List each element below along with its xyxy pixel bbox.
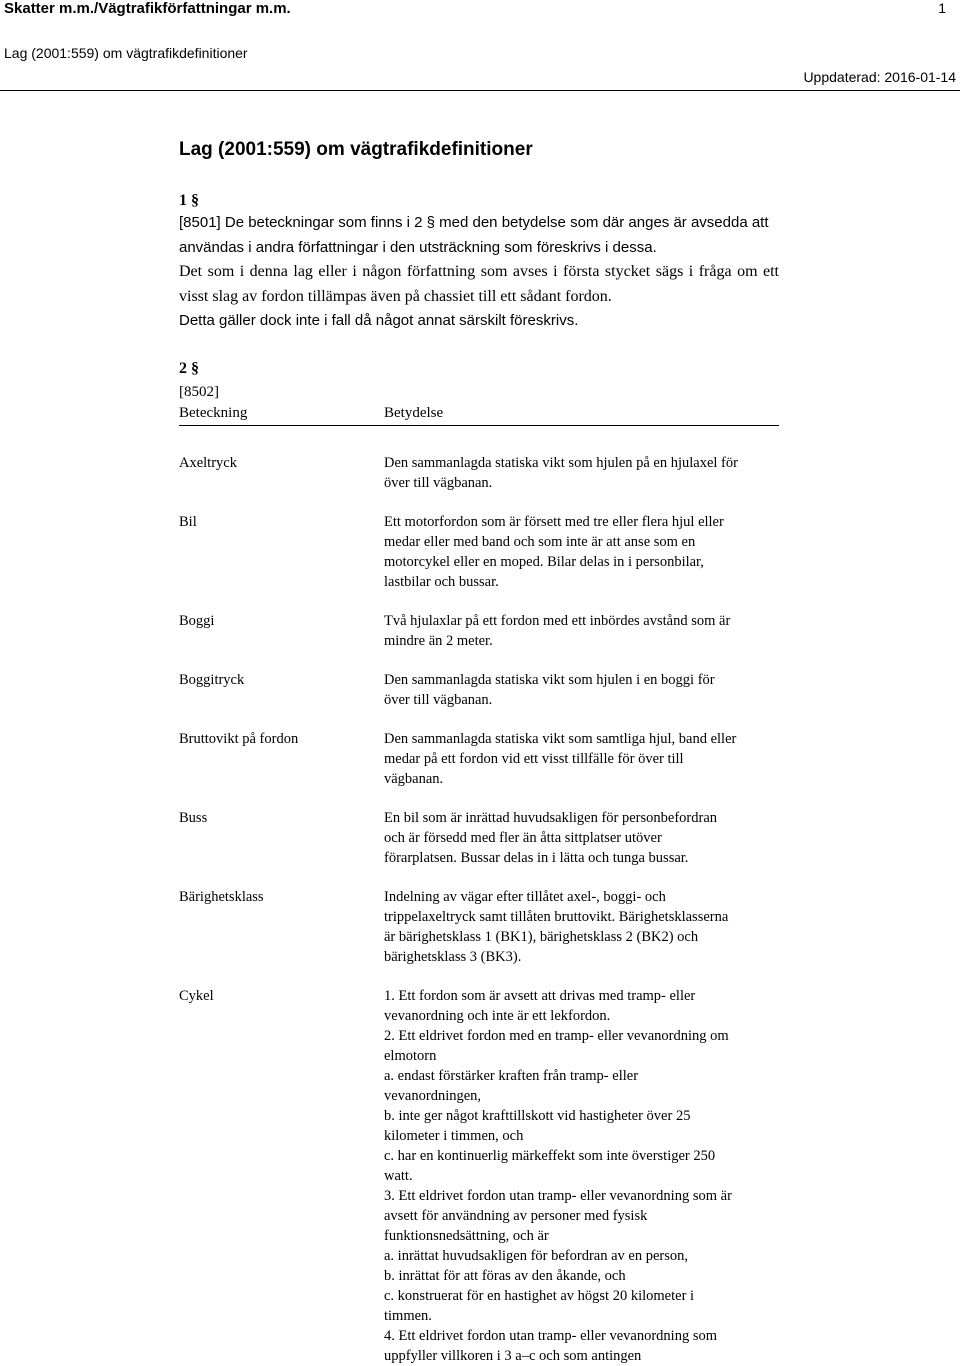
definition-line: a. inrättat huvudsakligen för befordran av en person,: [384, 1247, 688, 1264]
definition-meaning: [384, 729, 779, 789]
definitions-table: [179, 403, 779, 1366]
definition-line: vevanordning och inte är ett lekfordon.: [384, 1007, 611, 1024]
definitions-body: [179, 425, 779, 1366]
definition-line: förarplatsen. Bussar delas in i lätta och tunga bussar.: [384, 849, 689, 866]
definition-line: över till vägbanan.: [384, 691, 493, 708]
row-spacer: [179, 789, 779, 808]
table-row: [179, 611, 779, 651]
table-row: [179, 729, 779, 789]
definition-term: Bil: [179, 513, 197, 530]
row-spacer: [179, 425, 779, 453]
definition-term: Buss: [179, 809, 208, 826]
definition-line: c. har en kontinuerlig märkeffekt som inte överstiger 250: [384, 1147, 716, 1164]
definition-term: Bärighetsklass: [179, 888, 264, 905]
definition-term: Boggitryck: [179, 671, 245, 688]
row-spacer: [179, 592, 779, 611]
definition-meaning: [384, 887, 779, 967]
column-header-term: Beteckning: [179, 403, 384, 426]
section-2: [179, 359, 779, 1366]
table-row: [179, 986, 779, 1366]
table-row: [179, 887, 779, 967]
column-header-meaning: Betydelse: [384, 403, 779, 426]
row-spacer: [179, 868, 779, 887]
definition-line: En bil som är inrättad huvudsakligen för personbefordran: [384, 809, 718, 826]
section-1-paragraph-1: [8501] De beteckningar som finns i 2 § med den betydelse som där anges är avsedda att användas i andra författningar i den utsträckning som föreskrivs i dessa.: [179, 214, 769, 256]
section-1-heading: 1 §: [179, 192, 199, 209]
table-row: [179, 512, 779, 592]
definition-line: uppfyller villkoren i 3 a–c och som antingen: [384, 1347, 642, 1364]
row-spacer: [179, 651, 779, 670]
row-spacer: [179, 967, 779, 986]
definition-line: är bärighetsklass 1 (BK1), bärighetsklass 2 (BK2) och: [384, 928, 699, 945]
definition-meaning: [384, 611, 779, 651]
section-1: [179, 191, 779, 334]
definition-line: Ett motorfordon som är försett med tre eller flera hjul eller: [384, 513, 724, 530]
definition-meaning: [384, 986, 779, 1366]
section-2-reference: [8502]: [179, 383, 219, 400]
table-row: [179, 453, 779, 493]
definition-line: 2. Ett eldrivet fordon med en tramp- eller vevanordning om: [384, 1027, 729, 1044]
definition-meaning: [384, 808, 779, 868]
definition-line: motorcykel eller en moped. Bilar delas in i personbilar,: [384, 553, 704, 570]
definition-line: kilometer i timmen, och: [384, 1127, 524, 1144]
definition-line: vevanordningen,: [384, 1087, 482, 1104]
definition-line: timmen.: [384, 1307, 432, 1324]
section-2-heading: 2 §: [179, 359, 199, 377]
definition-line: medar på ett fordon vid ett visst tillfälle för över till: [384, 750, 684, 767]
definition-line: watt.: [384, 1167, 413, 1184]
definition-line: vägbanan.: [384, 770, 444, 787]
definition-line: Två hjulaxlar på ett fordon med ett inbördes avstånd som är: [384, 612, 731, 629]
definition-line: Den sammanlagda statiska vikt som hjulen i en boggi för: [384, 671, 715, 688]
definition-line: bärighetsklass 3 (BK3).: [384, 948, 522, 965]
definition-term: Boggi: [179, 612, 215, 629]
definition-meaning: [384, 512, 779, 592]
definition-line: trippelaxeltryck samt tillåten bruttovikt. Bärighetsklasserna: [384, 908, 729, 925]
definition-term: Bruttovikt på fordon: [179, 730, 299, 747]
document-body: [179, 138, 779, 1366]
definition-line: a. endast förstärker kraften från tramp- eller: [384, 1067, 639, 1084]
table-row: [179, 670, 779, 710]
definition-line: b. inte ger något krafttillskott vid hastigheter över 25: [384, 1107, 691, 1124]
definition-line: avsett för användning av personer med fysisk: [384, 1207, 648, 1224]
table-row: [179, 808, 779, 868]
header-subtitle: Lag (2001:559) om vägtrafikdefinitioner: [4, 45, 248, 61]
definition-line: c. konstruerat för en hastighet av högst 20 kilometer i: [384, 1287, 695, 1304]
definition-meaning: [384, 453, 779, 493]
definition-line: Indelning av vägar efter tillåtet axel-, boggi- och: [384, 888, 666, 905]
section-1-paragraph-2: Det som i denna lag eller i någon författning som avses i första stycket sägs i fråga om ett visst slag av fordon tillämpas även på chassiet till ett sådant fordon.: [179, 263, 779, 305]
header-divider: [0, 90, 960, 91]
definition-line: lastbilar och bussar.: [384, 573, 499, 590]
definition-term: Cykel: [179, 987, 214, 1004]
definition-term: Axeltryck: [179, 454, 237, 471]
definition-line: 1. Ett fordon som är avsett att drivas med tramp- eller: [384, 987, 696, 1004]
definition-line: medar eller med band och som inte är att anse som en: [384, 533, 696, 550]
definition-line: och är försedd med fler än åtta sittplatser utöver: [384, 829, 662, 846]
definition-line: b. inrättat för att föras av den åkande, och: [384, 1267, 626, 1284]
definitions-header-row: [179, 403, 779, 426]
row-spacer: [179, 493, 779, 512]
definition-line: mindre än 2 meter.: [384, 632, 493, 649]
updated-date: Uppdaterad: 2016-01-14: [803, 69, 956, 85]
definition-line: elmotorn: [384, 1047, 437, 1064]
definition-line: 4. Ett eldrivet fordon utan tramp- eller vevanordning som: [384, 1327, 718, 1344]
definition-line: 3. Ett eldrivet fordon utan tramp- eller vevanordning som är: [384, 1187, 732, 1204]
definition-line: över till vägbanan.: [384, 474, 493, 491]
definition-line: Den sammanlagda statiska vikt som samtliga hjul, band eller: [384, 730, 737, 747]
definition-meaning: [384, 670, 779, 710]
page-number: 1: [938, 0, 946, 16]
document-title: Lag (2001:559) om vägtrafikdefinitioner: [179, 139, 533, 160]
definition-line: funktionsnedsättning, och är: [384, 1227, 549, 1244]
section-1-paragraph-3: Detta gäller dock inte i fall då något annat särskilt föreskrivs.: [179, 312, 579, 329]
header-title: Skatter m.m./Vägtrafikförfattningar m.m.: [4, 0, 291, 17]
definition-line: Den sammanlagda statiska vikt som hjulen på en hjulaxel för: [384, 454, 738, 471]
row-spacer: [179, 710, 779, 729]
